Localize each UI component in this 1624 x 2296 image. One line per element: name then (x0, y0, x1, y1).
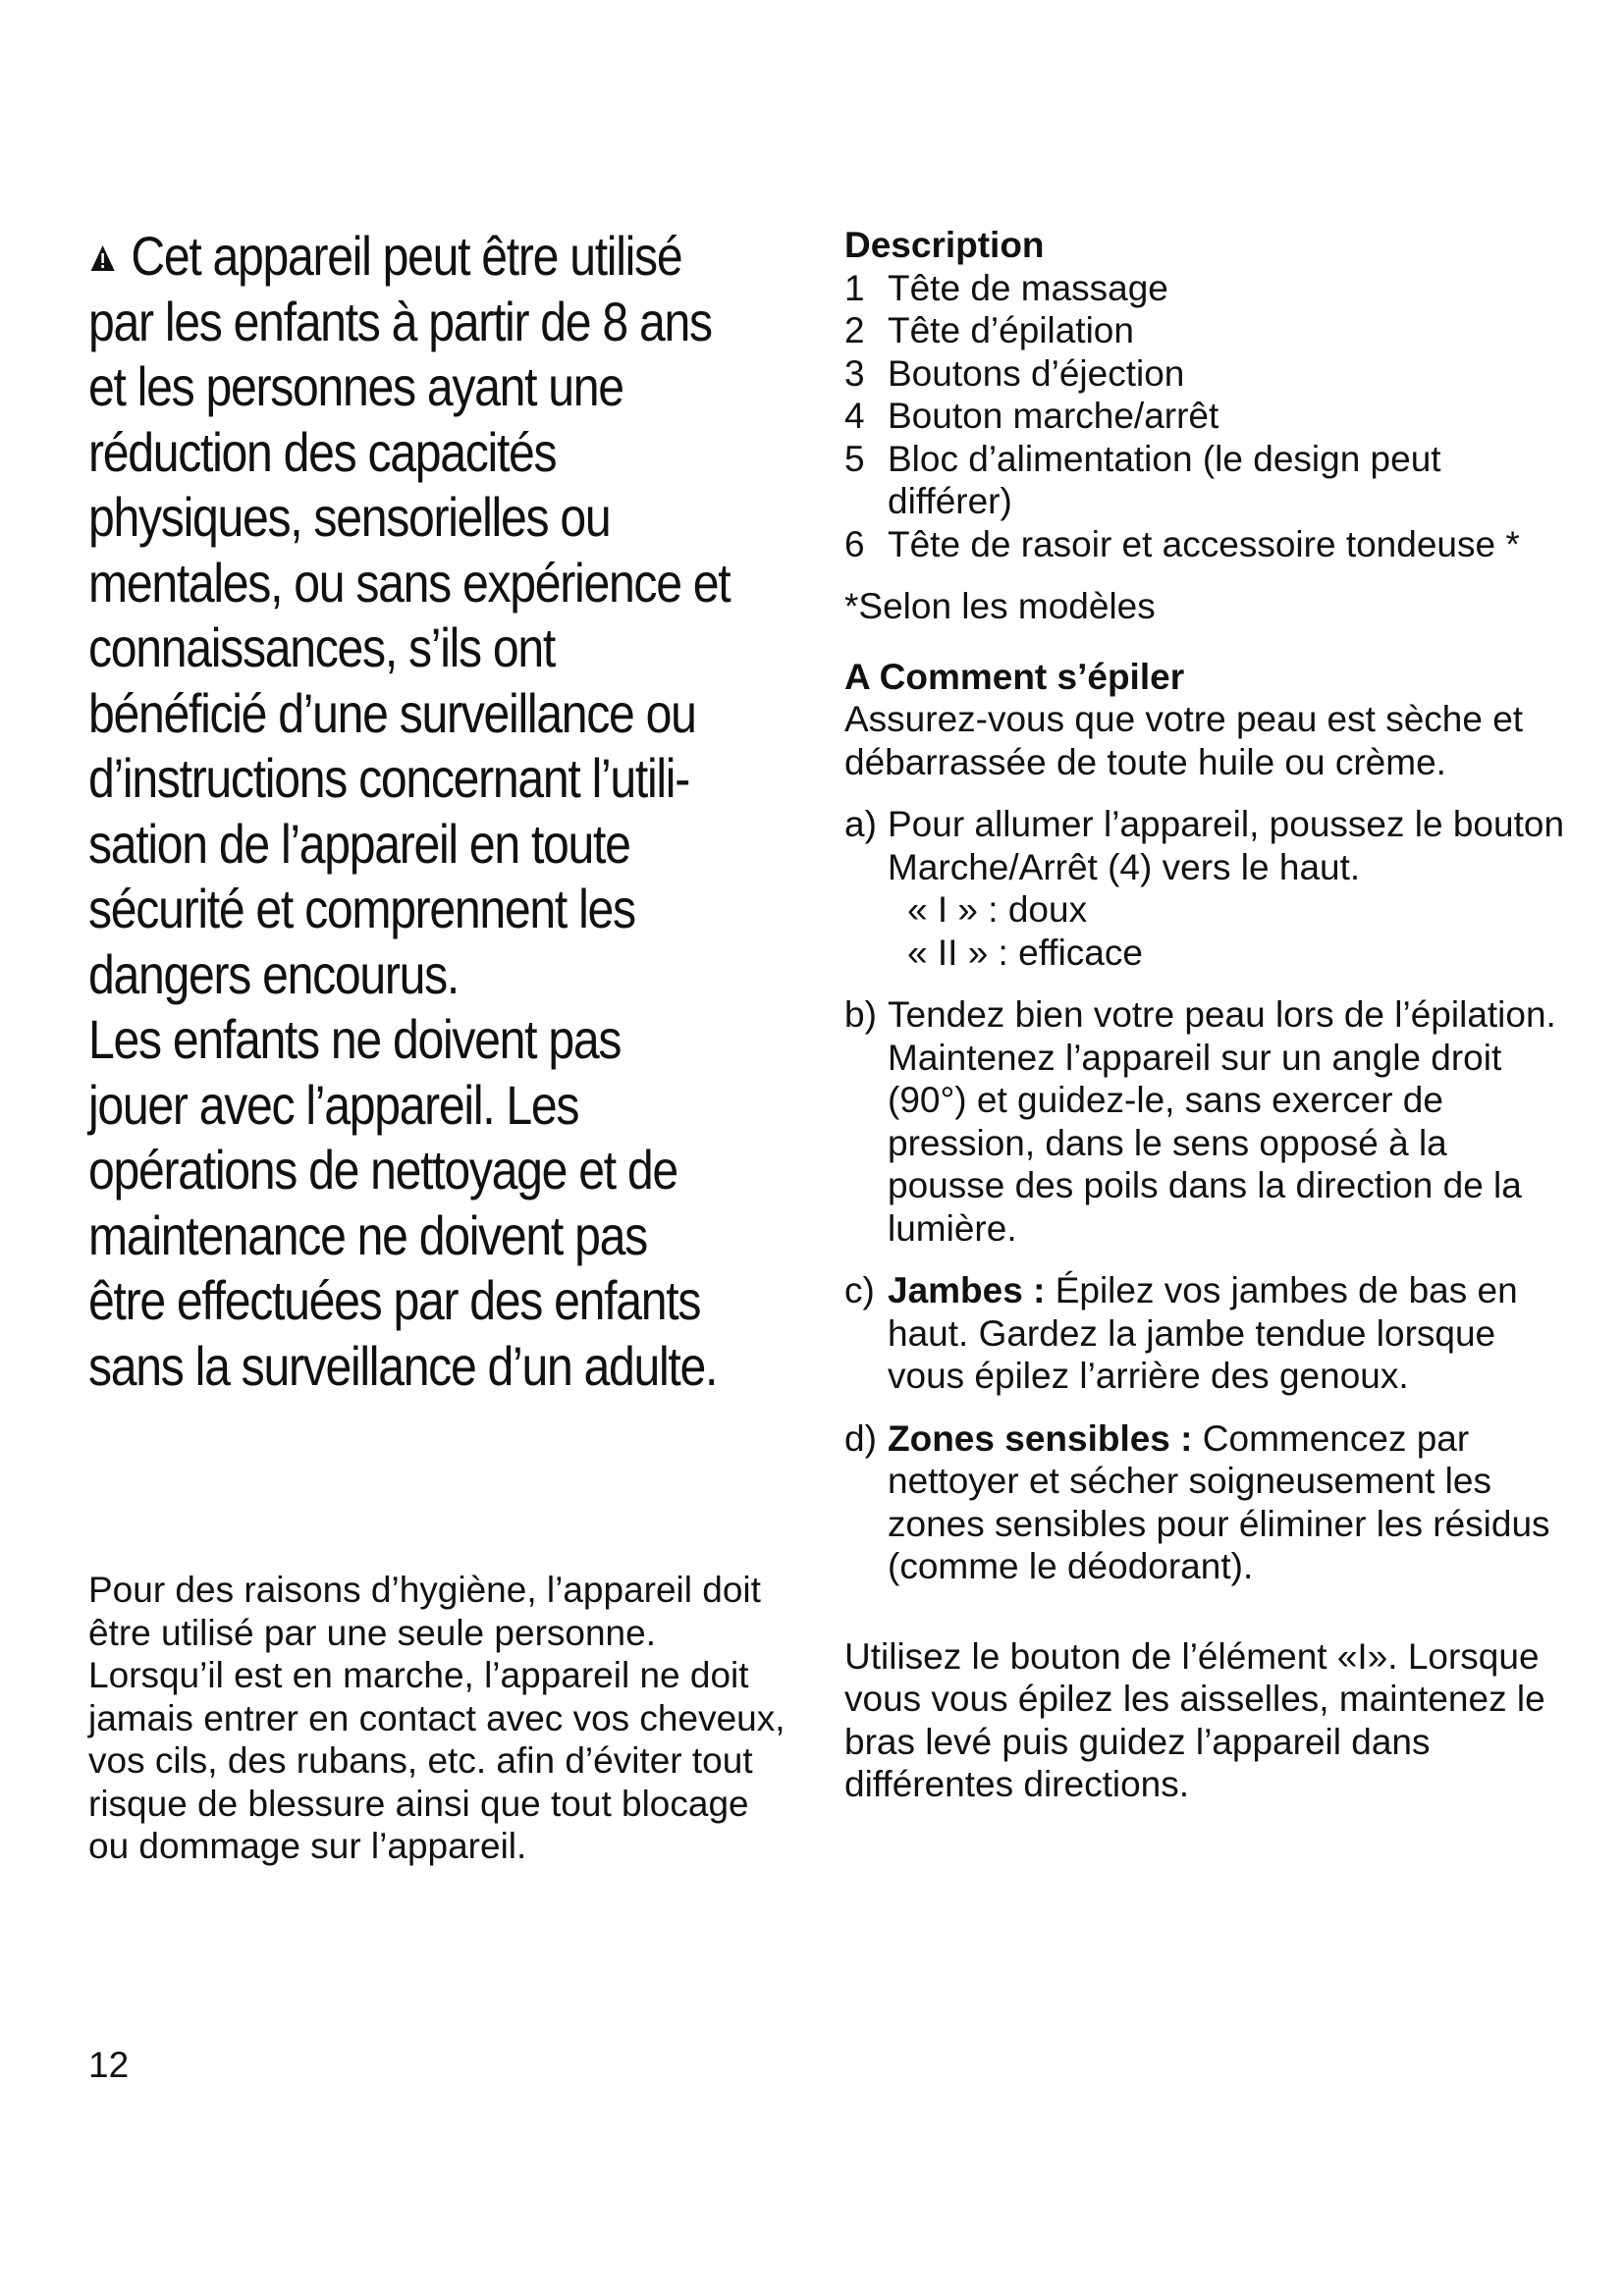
item-number: 3 (844, 352, 865, 394)
item-text: Tête d’épilation (888, 310, 1134, 350)
description-list (844, 267, 1571, 566)
step-text: Commencez par nettoyer et sécher soigneusement les zones sensibles pour éliminer les résidus (comme le déodorant). (888, 1417, 1550, 1586)
item-number: 1 (844, 267, 865, 308)
step-c (844, 1269, 1571, 1398)
section-a-intro: Assurez-vous que votre peau est sèche et débarrassée de toute huile ou crème. (844, 699, 1524, 782)
section-a-title: A Comment s’épiler (844, 656, 1185, 697)
mode-efficient: « II » : efficace (907, 932, 1143, 973)
item-text: Bloc d’alimentation (le design peut différer) (888, 438, 1441, 521)
safety-warning (88, 224, 731, 1399)
item-text: Tête de rasoir et accessoire tondeuse * (888, 523, 1520, 564)
steps-list (844, 803, 1571, 1588)
warning-text-1: Cet appareil peut être utilisé par les enfants à partir de 8 ans et les personnes ayant une réduction des capacités physiques, sensorielles ou mentales, ou sans expérience et connaissances, s’ils ont bénéficié d’une surveillance ou d’instructions concernant l’utilisation de l’appareil en toute sécurité et comprennent les dangers encourus. (88, 225, 731, 1005)
step-keyword: Zones sensibles : (888, 1417, 1193, 1459)
list-item (844, 438, 1571, 523)
models-footnote: *Selon les modèles (844, 586, 1156, 626)
step-letter: a) (844, 804, 877, 844)
list-item (844, 352, 1571, 396)
list-item (844, 395, 1571, 438)
step-letter: d) (844, 1417, 877, 1459)
item-text: Boutons d’éjection (888, 352, 1185, 394)
mode-soft: « I » : doux (907, 889, 1088, 930)
hygiene-paragraph: Pour des raisons d’hygiène, l’appareil doit être utilisé par une seule personne. Lorsqu’il est en marche, l’appareil ne doit jamais entrer en contact avec vos cheveux, vos cils, des rubans, etc. afin d’éviter tout risque de blessure ainsi que tout blocage ou dommage sur l’appareil. (88, 1570, 785, 1866)
left-column (88, 224, 795, 1399)
description-title: Description (844, 225, 1045, 265)
page-number: 12 (88, 2045, 130, 2085)
step-text: Pour allumer l’appareil, poussez le bouton Marche/Arrêt (4) vers le haut. (888, 804, 1565, 887)
list-item (844, 267, 1571, 310)
item-text: Tête de massage (888, 267, 1168, 308)
item-number: 4 (844, 396, 865, 436)
step-text: Épilez vos jambes de bas en haut. Gardez la jambe tendue lorsque vous épilez l’arrière des genoux. (888, 1270, 1518, 1396)
step-letter: c) (844, 1270, 875, 1310)
item-number: 6 (844, 523, 865, 564)
step-letter: b) (844, 994, 877, 1035)
step-a (844, 803, 1571, 974)
warning-paragraph-2: Les enfants ne doivent pas jouer avec l’appareil. Les opérations de nettoyage et de maintenance ne doivent pas être effectuées par des enfants sans la surveillance d’un adulte. (88, 1008, 718, 1397)
list-item (844, 309, 1571, 352)
item-number: 2 (844, 310, 865, 350)
step-body (888, 1269, 1571, 1398)
step-d (844, 1417, 1571, 1588)
step-body (888, 803, 1571, 974)
step-b (844, 993, 1571, 1250)
closing-paragraph: Utilisez le bouton de l’élément «I». Lorsque vous vous épilez les aisselles, maintenez le bras levé puis guidez l’appareil dans différentes directions. (844, 1635, 1545, 1804)
item-number: 5 (844, 438, 865, 479)
step-body (888, 1417, 1571, 1588)
step-keyword: Jambes : (888, 1270, 1046, 1310)
warning-paragraph-1 (88, 224, 731, 1007)
section-how-to-epilate (844, 656, 1571, 1806)
item-text: Bouton marche/arrêt (888, 396, 1219, 436)
list-item (844, 523, 1571, 566)
step-text: Tendez bien votre peau lors de l’épilation. Maintenez l’appareil sur un angle droit (90°) et guidez-le, sans exercer de pression, dans le sens opposé à la pousse des poils dans la direction de la lumière. (888, 994, 1556, 1249)
right-column (844, 224, 1571, 1806)
warning-triangle-icon (88, 224, 131, 290)
